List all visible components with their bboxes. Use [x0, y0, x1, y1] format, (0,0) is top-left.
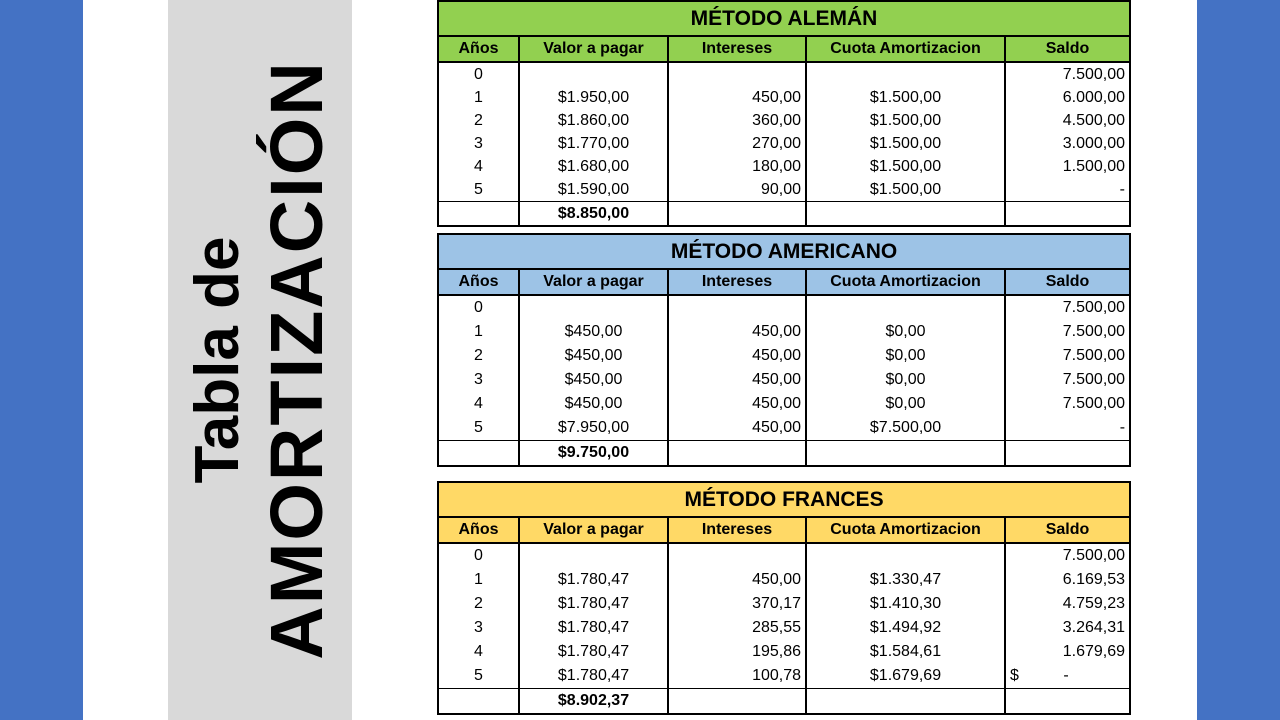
- cell-saldo: -: [1005, 416, 1130, 441]
- cell-cuota: $1.584,61: [806, 640, 1005, 664]
- cell-cuota: $1.500,00: [806, 178, 1005, 202]
- cell-valor: $450,00: [519, 344, 668, 368]
- total-value: $9.750,00: [519, 441, 668, 467]
- cell-saldo: 7.500,00: [1005, 368, 1130, 392]
- table-metodo-aleman: [437, 0, 1131, 227]
- table-row: [438, 592, 1130, 616]
- cell-intereses: 450,00: [668, 568, 806, 592]
- cell-intereses: 450,00: [668, 416, 806, 441]
- col-header-valor: Valor a pagar: [519, 517, 668, 543]
- total-row: [438, 441, 1130, 467]
- cell-intereses: 100,78: [668, 664, 806, 689]
- cell-anos: 3: [438, 132, 519, 155]
- cell-empty: [1005, 202, 1130, 227]
- cell-intereses: [668, 62, 806, 86]
- cell-saldo: 7.500,00: [1005, 392, 1130, 416]
- cell-intereses: 450,00: [668, 368, 806, 392]
- title-line-2: AMORTIZACIÓN: [255, 60, 338, 660]
- cell-intereses: 270,00: [668, 132, 806, 155]
- cell-valor: $450,00: [519, 392, 668, 416]
- cell-saldo: 7.500,00: [1005, 295, 1130, 320]
- cell-anos: 5: [438, 664, 519, 689]
- col-header-valor: Valor a pagar: [519, 269, 668, 295]
- cell-intereses: 90,00: [668, 178, 806, 202]
- cell-anos: 2: [438, 109, 519, 132]
- cell-saldo: 6.000,00: [1005, 86, 1130, 109]
- cell-saldo: 1.500,00: [1005, 155, 1130, 178]
- table-row: [438, 392, 1130, 416]
- cell-empty: [438, 689, 519, 715]
- table-row: [438, 416, 1130, 441]
- right-blue-band: [1197, 0, 1280, 720]
- cell-empty: [1005, 689, 1130, 715]
- col-header-intereses: Intereses: [668, 517, 806, 543]
- page-title: [181, 60, 339, 660]
- table-title: MÉTODO FRANCES: [438, 482, 1130, 517]
- cell-cuota: $7.500,00: [806, 416, 1005, 441]
- table-row: [438, 62, 1130, 86]
- cell-empty: [668, 441, 806, 467]
- cell-anos: 2: [438, 592, 519, 616]
- cell-empty: [806, 689, 1005, 715]
- cell-saldo: 3.000,00: [1005, 132, 1130, 155]
- total-row: [438, 202, 1130, 227]
- cell-saldo: 4.759,23: [1005, 592, 1130, 616]
- cell-valor: $1.780,47: [519, 592, 668, 616]
- cell-cuota: $1.500,00: [806, 86, 1005, 109]
- cell-anos: 5: [438, 416, 519, 441]
- cell-intereses: 180,00: [668, 155, 806, 178]
- table-title: MÉTODO AMERICANO: [438, 234, 1130, 269]
- left-blue-band: [0, 0, 83, 720]
- cell-saldo: 1.679,69: [1005, 640, 1130, 664]
- cell-anos: 1: [438, 320, 519, 344]
- cell-valor: $1.780,47: [519, 640, 668, 664]
- table-row: [438, 568, 1130, 592]
- col-header-cuota: Cuota Amortizacion: [806, 36, 1005, 62]
- cell-valor: [519, 295, 668, 320]
- cell-anos: 5: [438, 178, 519, 202]
- col-header-saldo: Saldo: [1005, 36, 1130, 62]
- table-row: [438, 132, 1130, 155]
- table-row: [438, 616, 1130, 640]
- col-header-valor: Valor a pagar: [519, 36, 668, 62]
- cell-saldo: 7.500,00: [1005, 344, 1130, 368]
- table-row: [438, 178, 1130, 202]
- table-row: [438, 109, 1130, 132]
- cell-saldo: 4.500,00: [1005, 109, 1130, 132]
- table-row: [438, 664, 1130, 689]
- cell-anos: 2: [438, 344, 519, 368]
- cell-valor: $1.780,47: [519, 616, 668, 640]
- cell-valor: $1.590,00: [519, 178, 668, 202]
- cell-cuota: $1.330,47: [806, 568, 1005, 592]
- table-row: [438, 344, 1130, 368]
- table-row: [438, 86, 1130, 109]
- cell-cuota: $1.500,00: [806, 155, 1005, 178]
- cell-anos: 4: [438, 155, 519, 178]
- cell-anos: 1: [438, 568, 519, 592]
- cell-intereses: 450,00: [668, 392, 806, 416]
- table-row: [438, 368, 1130, 392]
- cell-cuota: $1.410,30: [806, 592, 1005, 616]
- cell-anos: 1: [438, 86, 519, 109]
- cell-intereses: 195,86: [668, 640, 806, 664]
- col-header-cuota: Cuota Amortizacion: [806, 269, 1005, 295]
- cell-cuota: $0,00: [806, 344, 1005, 368]
- cell-saldo: 7.500,00: [1005, 543, 1130, 568]
- cell-intereses: [668, 295, 806, 320]
- cell-valor: $7.950,00: [519, 416, 668, 441]
- cell-intereses: 370,17: [668, 592, 806, 616]
- cell-cuota: $1.494,92: [806, 616, 1005, 640]
- title-line-1: Tabla de: [183, 236, 252, 484]
- cell-anos: 0: [438, 62, 519, 86]
- cell-cuota: $1.500,00: [806, 132, 1005, 155]
- col-header-saldo: Saldo: [1005, 269, 1130, 295]
- cell-intereses: 450,00: [668, 86, 806, 109]
- cell-intereses: 450,00: [668, 344, 806, 368]
- col-header-anos: Años: [438, 36, 519, 62]
- col-header-saldo: Saldo: [1005, 517, 1130, 543]
- col-header-intereses: Intereses: [668, 269, 806, 295]
- cell-saldo: -: [1005, 178, 1130, 202]
- cell-intereses: 285,55: [668, 616, 806, 640]
- cell-saldo: $ -: [1005, 664, 1130, 689]
- cell-valor: [519, 543, 668, 568]
- cell-valor: $1.770,00: [519, 132, 668, 155]
- table-row: [438, 320, 1130, 344]
- cell-cuota: [806, 543, 1005, 568]
- cell-empty: [1005, 441, 1130, 467]
- cell-anos: 3: [438, 616, 519, 640]
- cell-empty: [438, 202, 519, 227]
- cell-anos: 4: [438, 640, 519, 664]
- cell-valor: $1.950,00: [519, 86, 668, 109]
- cell-valor: $450,00: [519, 368, 668, 392]
- cell-cuota: [806, 62, 1005, 86]
- cell-anos: 3: [438, 368, 519, 392]
- cell-saldo: 6.169,53: [1005, 568, 1130, 592]
- cell-empty: [806, 441, 1005, 467]
- cell-anos: 0: [438, 543, 519, 568]
- cell-valor: $1.680,00: [519, 155, 668, 178]
- cell-valor: [519, 62, 668, 86]
- col-header-cuota: Cuota Amortizacion: [806, 517, 1005, 543]
- total-value: $8.902,37: [519, 689, 668, 715]
- cell-cuota: [806, 295, 1005, 320]
- cell-cuota: $0,00: [806, 392, 1005, 416]
- table-row: [438, 640, 1130, 664]
- cell-valor: $1.780,47: [519, 664, 668, 689]
- cell-empty: [668, 202, 806, 227]
- cell-anos: 4: [438, 392, 519, 416]
- cell-anos: 0: [438, 295, 519, 320]
- cell-valor: $1.860,00: [519, 109, 668, 132]
- cell-cuota: $1.500,00: [806, 109, 1005, 132]
- table-title: MÉTODO ALEMÁN: [438, 1, 1130, 36]
- cell-intereses: 360,00: [668, 109, 806, 132]
- cell-saldo: 7.500,00: [1005, 62, 1130, 86]
- cell-empty: [806, 202, 1005, 227]
- cell-empty: [668, 689, 806, 715]
- col-header-intereses: Intereses: [668, 36, 806, 62]
- cell-empty: [438, 441, 519, 467]
- cell-cuota: $0,00: [806, 368, 1005, 392]
- col-header-anos: Años: [438, 269, 519, 295]
- col-header-anos: Años: [438, 517, 519, 543]
- cell-intereses: [668, 543, 806, 568]
- table-metodo-americano: [437, 233, 1131, 467]
- cell-cuota: $0,00: [806, 320, 1005, 344]
- cell-intereses: 450,00: [668, 320, 806, 344]
- cell-valor: $450,00: [519, 320, 668, 344]
- table-row: [438, 295, 1130, 320]
- table-row: [438, 155, 1130, 178]
- table-row: [438, 543, 1130, 568]
- total-row: [438, 689, 1130, 715]
- cell-saldo: 7.500,00: [1005, 320, 1130, 344]
- table-metodo-frances: [437, 481, 1131, 715]
- cell-valor: $1.780,47: [519, 568, 668, 592]
- cell-saldo: 3.264,31: [1005, 616, 1130, 640]
- cell-cuota: $1.679,69: [806, 664, 1005, 689]
- total-value: $8.850,00: [519, 202, 668, 227]
